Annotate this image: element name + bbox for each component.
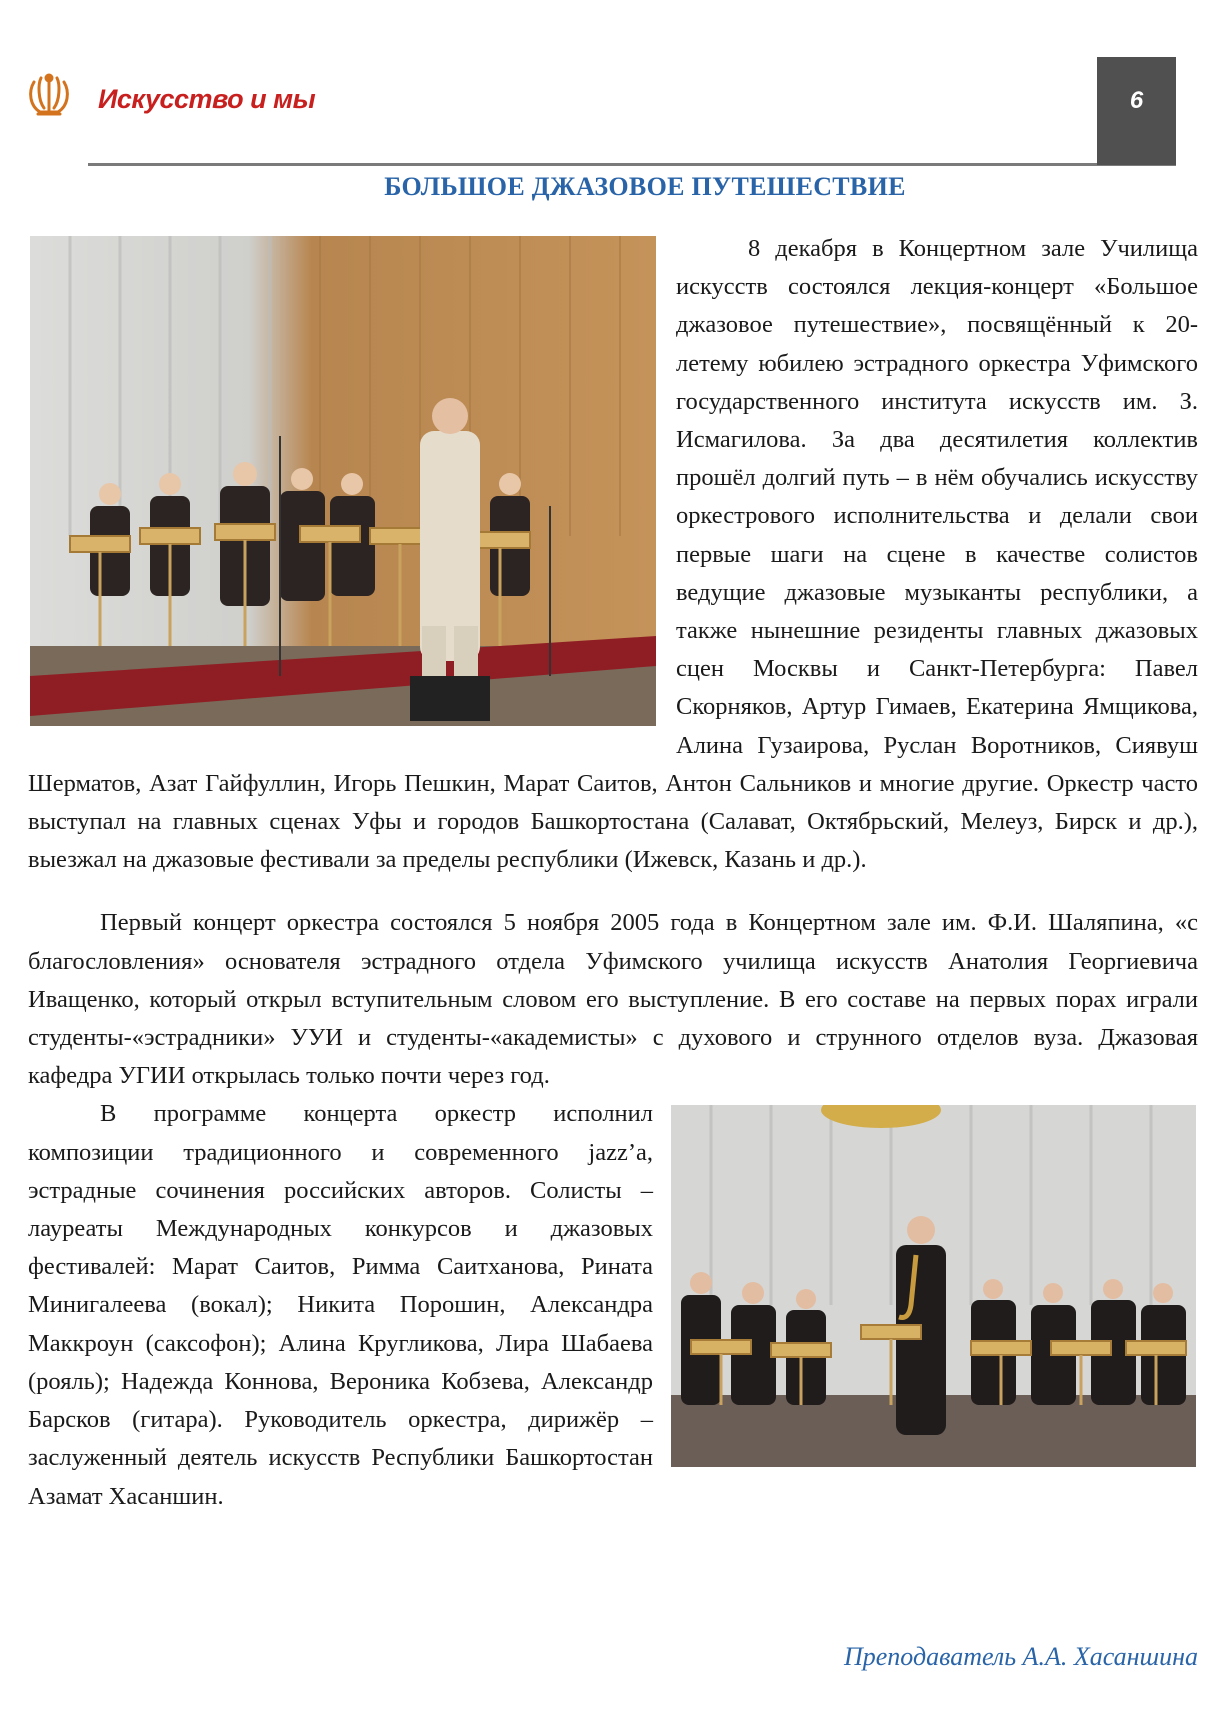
- orchestra-lecture-photo: [30, 236, 656, 726]
- page-header: [0, 0, 1221, 170]
- magazine-title: Искусство и мы: [98, 84, 316, 114]
- header-rule: [88, 163, 1176, 166]
- saxophone-soloist-photo: [671, 1105, 1196, 1467]
- lyre-icon: [26, 70, 72, 120]
- paragraph-3: В программе концерта оркестр исполнил композиции традиционного и современного jazz’a, эстрадные сочинения российских авторов. Солисты – лауреаты Международных конкурсов и джазовых фестивалей: Марат Саитов, Римма Саитханова, Рината Минигалеева (вокал); Никита Порошин, Александра Маккроун (саксофон); Алина Кругликова, Лира Шабаева (рояль); Надежда Коннова, Вероника Кобзева, Александр Барсков (гитара). Руководитель оркестра, дирижёр – заслуженный деятель искусств Республики Башкортостан Азамат Хасаншин.: [28, 1100, 653, 1510]
- article-title: БОЛЬШОЕ ДЖАЗОВОЕ ПУТЕШЕСТВИЕ: [384, 172, 906, 201]
- author-signature: Преподаватель А.А. Хасаншина: [843, 1642, 1198, 1671]
- paragraph-1: 8 декабря в Концертном зале Училища искусств состоялся лекция-концерт «Большое джазовое путешествие», посвящённый к 20-летему юбилею эстрадного оркестра Уфимского государственного института искусств им. З. Исмагилова. За два десятилетия коллектив прошёл долгий путь – в нём обучались искусству оркестрового исполнительства и делали свои первые шаги на сцене в качестве солистов ведущие джазовые музыканты республики, а также нынешние резиденты главных джазовых сцен Москвы и Санкт-Петербурга: Павел Скорняков, Артур Гимаев, Екатерина Ямщикова, Алина Гузаирова, Руслан Воротников, Сиявуш Шерматов, Азат Гайфуллин, Игорь Пешкин, Марат Саитов, Антон Сальников и многие другие. Оркестр часто выступал на главных сценах Уфы и городов Башкортостана (Салават, Октябрьский, Мелеуз, Бирск и др.), выезжал на джазовые фестивали за пределы республики (Ижевск, Казань и др.).: [28, 235, 1198, 874]
- paragraph-2: Первый концерт оркестра состоялся 5 ноября 2005 года в Концертном зале им. Ф.И. Шаляпина, «с благословления» основателя эстрадного отдела Уфимского училища искусств Анатолия Георгиевича Иващенко, который открыл вступительным словом его выступление. В его составе на первых порах играли студенты-«эстрадники» УУИ и студенты-«академисты» с духового и струнного отделов вуза. Джазовая кафедра УГИИ открылась только почти через год.: [28, 909, 1198, 1090]
- page-number: 6: [1097, 57, 1176, 165]
- article-body: [28, 230, 1198, 1516]
